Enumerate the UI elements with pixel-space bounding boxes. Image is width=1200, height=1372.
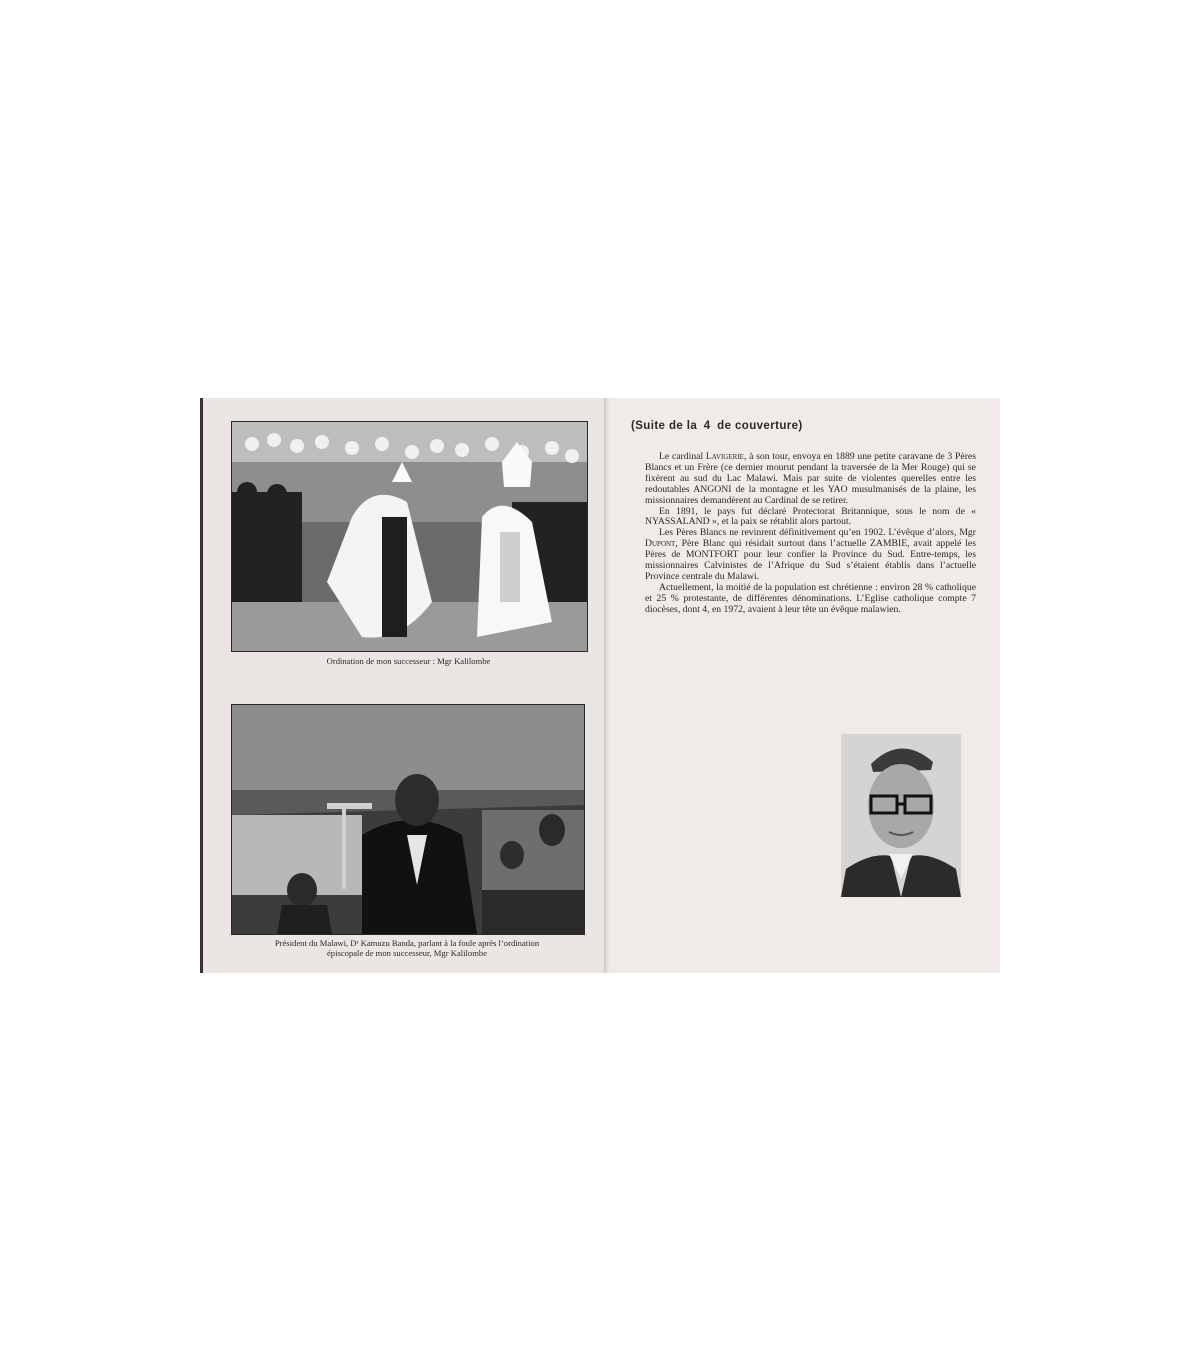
ordination-caption: [231, 656, 586, 666]
paragraph-text: , à son tour, envoya en 1889 une petite caravane de 3 Pères Blancs et un Frère (ce dernier mourut pendant la traversée de la Mer Rouge) qui se fixèrent au sud du Lac Malawi. Mais par suite de violentes querelles entre les redoutables ANGONI de la montagne et les YAO musulmanisés de la plaine, les missionnaires demandèrent au Cardinal de se retirer.: [645, 451, 976, 506]
page-heading: [631, 420, 803, 432]
president-caption-sup: r: [356, 940, 359, 946]
president-caption-suffix: Kamuzu Banda, parlant à la foule après l’ordination: [358, 938, 540, 948]
paragraph: [645, 452, 976, 507]
paragraph-smallcaps: Dupont: [645, 538, 676, 550]
heading-number: 4: [703, 420, 711, 432]
president-caption-prefix: Président du Malawi, D: [274, 938, 357, 948]
paragraph-text: , Père Blanc qui résidait surtout dans l’actuelle ZAMBIE, avait appelé les Pères de MONTFORT pour leur confier la Province du Sud. Entre-temps, les missionnaires Calvinistes de l’Afrique du Sud s’étaient établis dans l’actuelle Province centrale du Malawi.: [645, 538, 976, 582]
president-caption: [231, 938, 583, 958]
book-spread: [200, 398, 1000, 973]
paragraph-text: Les Pères Blancs ne revinrent définitivement qu’en 1902. L’évêque d’alors, Mgr: [659, 527, 976, 539]
paragraph-smallcaps: Lavigerie: [705, 451, 744, 462]
paragraph: En 1891, le pays fut déclaré Protectorat Britannique, sous le nom de « NYASSALAND », et la paix se rétablit alors partout.: [645, 505, 976, 528]
paragraph: Actuellement, la moitié de la population est chrétienne : environ 28 % catholique et 25 % protestante, de différentes dénominations. L’Eglise catholique compte 7 diocèses, dont 4, en 1972, avaient à leur tête un évêque malawien.: [645, 581, 976, 615]
heading-suffix: de couverture): [717, 420, 803, 432]
bishop-portrait: [841, 734, 961, 897]
paragraph: [645, 528, 976, 583]
president-photo: [231, 704, 585, 935]
heading-prefix: (Suite de la: [631, 420, 698, 432]
ordination-caption-text: Ordination de mon successeur : Mgr Kalilombe: [326, 656, 491, 666]
president-caption-line2: épiscopale de mon successeur, Mgr Kalilombe: [326, 948, 488, 958]
ordination-photo: [231, 421, 588, 652]
body-text: [645, 452, 976, 616]
paragraph-text: Le cardinal: [659, 451, 706, 462]
